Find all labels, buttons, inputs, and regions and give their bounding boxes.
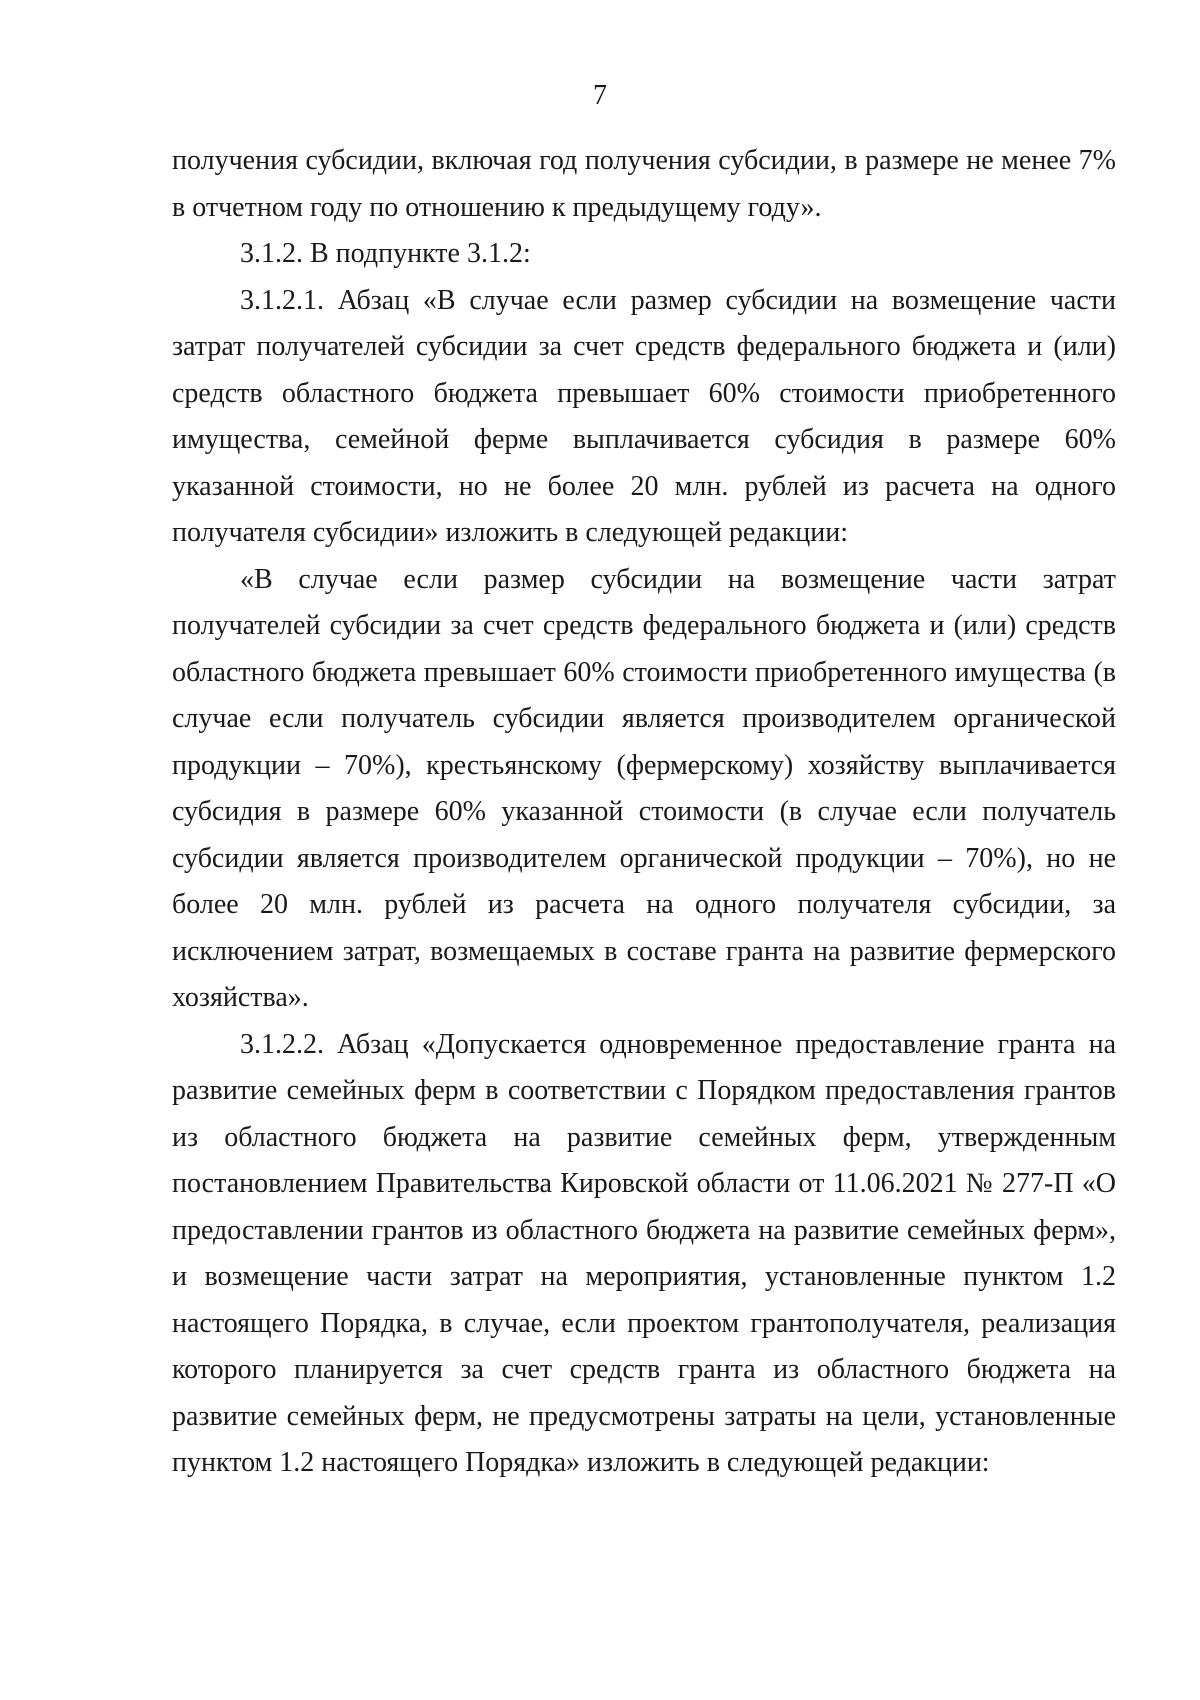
document-body <box>172 138 1116 1487</box>
paragraph-continuation: получения субсидии, включая год получения субсидии, в размере не менее 7% в отчетном году по отношению к предыдущему году». <box>172 145 1116 223</box>
page-number: 7 <box>593 80 607 111</box>
paragraph-subclause-3-1-2-1: 3.1.2.1. Абзац «В случае если размер субсидии на возмещение части затрат получателей субсидии за счет средств федерального бюджета и (или) средств областного бюджета превышает 60% стоимости приобретенного имущества, семейной ферме выплачивается субсидия в размере 60% указанной стоимости, но не более 20 млн. рублей из расчета на одного получателя субсидии» изложить в следующей редакции: <box>172 284 1116 548</box>
paragraph-new-wording: «В случае если размер субсидии на возмещение части затрат получателей субсидии за счет средств федерального бюджета и (или) средств областного бюджета превышает 60% стоимости приобретенного имущества (в случае если получатель субсидии является производителем органической продукции – 70%), крестьянскому (фермерскому) хозяйству выплачивается субсидия в размере 60% указанной стоимости (в случае если получатель субсидии является производителем органической продукции – 70%), но не более 20 млн. рублей из расчета на одного получателя субсидии, за исключением затрат, возмещаемых в составе гранта на развитие фермерского хозяйства». <box>172 563 1116 1013</box>
paragraph-subclause-3-1-2-2: 3.1.2.2. Абзац «Допускается одновременное предоставление гранта на развитие семейных ферм в соответствии с Порядком предоставления грантов из областного бюджета на развитие семейных ферм, утвержденным постановлением Правительства Кировской области от 11.06.2021 № 277-П «О предоставлении грантов из областного бюджета на развитие семейных ферм», и возмещение части затрат на мероприятия, установленные пунктом 1.2 настоящего Порядка, в случае, если проектом грантополучателя, реализация которого планируется за счет средств гранта из областного бюджета на развитие семейных ферм, не предусмотрены затраты на цели, установленные пунктом 1.2 настоящего Порядка» изложить в следующей редакции: <box>172 1028 1116 1478</box>
paragraph-subclause-3-1-2: 3.1.2. В подпункте 3.1.2: <box>240 238 531 269</box>
